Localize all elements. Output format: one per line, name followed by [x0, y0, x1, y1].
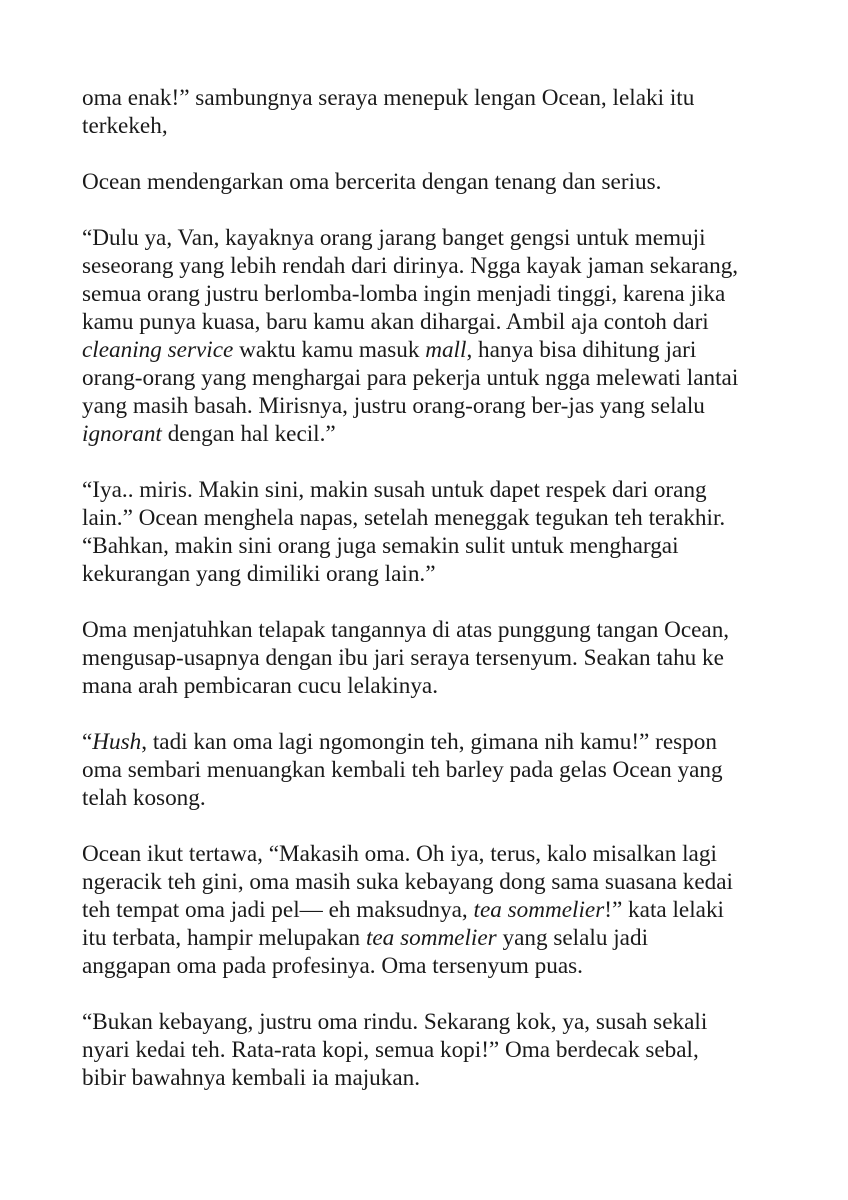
text-run: waktu kamu masuk: [233, 337, 426, 363]
italic-text: Hush: [92, 729, 142, 755]
text-line: [82, 756, 782, 784]
text-run: yang selalu jadi: [496, 925, 649, 951]
text-run: orang-orang yang menghargai para pekerja untuk ngga melewati lantai: [82, 365, 739, 391]
text-run: oma enak!” sambungnya seraya menepuk lengan Ocean, lelaki itu: [82, 85, 695, 111]
document-page: [82, 84, 782, 1092]
text-run: kamu punya kuasa, baru kamu akan dihargai. Ambil aja contoh dari: [82, 309, 709, 335]
text-run: , hanya bisa dihitung jari: [466, 337, 697, 363]
text-run: dengan hal kecil.”: [161, 421, 336, 447]
text-line: [82, 308, 782, 336]
text-line: [82, 476, 782, 504]
italic-text: mall: [425, 337, 467, 363]
text-line: [82, 280, 782, 308]
text-run: “Iya.. miris. Makin sini, makin susah untuk dapet respek dari orang: [82, 477, 707, 503]
italic-text: ignorant: [82, 421, 162, 447]
text-line: [82, 392, 782, 420]
text-run: lain.” Ocean menghela napas, setelah meneggak tegukan teh terakhir.: [82, 505, 726, 531]
paragraph: [82, 224, 782, 448]
text-run: mana arah pembicaran cucu lelakinya.: [82, 673, 438, 699]
text-line: [82, 924, 782, 952]
text-run: kekurangan yang dimiliki orang lain.”: [82, 561, 436, 587]
text-line: [82, 112, 782, 140]
text-line: [82, 952, 782, 980]
italic-text: cleaning service: [82, 337, 234, 363]
text-run: “: [82, 729, 93, 755]
text-line: [82, 784, 782, 812]
paragraph: [82, 1008, 782, 1092]
text-run: bibir bawahnya kembali ia majukan.: [82, 1065, 421, 1091]
text-line: [82, 84, 782, 112]
text-run: Ocean ikut tertawa, “Makasih oma. Oh iya, terus, kalo misalkan lagi: [82, 841, 717, 867]
paragraph: [82, 616, 782, 700]
text-run: ngeracik teh gini, oma masih suka kebayang dong sama suasana kedai: [82, 869, 733, 895]
text-run: seseorang yang lebih rendah dari dirinya. Ngga kayak jaman sekarang,: [82, 253, 739, 279]
text-line: [82, 672, 782, 700]
paragraph: [82, 168, 782, 196]
text-run: semua orang justru berlomba-lomba ingin menjadi tinggi, karena jika: [82, 281, 726, 307]
text-line: [82, 840, 782, 868]
text-line: [82, 1064, 782, 1092]
text-run: Ocean mendengarkan oma bercerita dengan tenang dan serius.: [82, 169, 662, 195]
text-line: [82, 252, 782, 280]
text-line: [82, 896, 782, 924]
paragraph: [82, 840, 782, 980]
text-run: terkekeh,: [82, 113, 168, 139]
text-run: “Bukan kebayang, justru oma rindu. Sekarang kok, ya, susah sekali: [82, 1009, 708, 1035]
text-line: [82, 336, 782, 364]
text-line: [82, 420, 782, 448]
text-run: anggapan oma pada profesinya. Oma tersenyum puas.: [82, 953, 583, 979]
text-line: [82, 728, 782, 756]
text-run: Oma menjatuhkan telapak tangannya di atas punggung tangan Ocean,: [82, 617, 730, 643]
paragraph: [82, 84, 782, 140]
text-line: [82, 644, 782, 672]
text-run: nyari kedai teh. Rata-rata kopi, semua kopi!” Oma berdecak sebal,: [82, 1037, 699, 1063]
text-line: [82, 1036, 782, 1064]
paragraph: [82, 728, 782, 812]
text-line: [82, 364, 782, 392]
text-line: [82, 868, 782, 896]
text-run: yang masih basah. Mirisnya, justru orang-orang ber-jas yang selalu: [82, 393, 705, 419]
paragraph: [82, 476, 782, 588]
italic-text: tea sommelier: [473, 897, 605, 923]
text-run: telah kosong.: [82, 785, 206, 811]
text-line: [82, 560, 782, 588]
text-run: mengusap-usapnya dengan ibu jari seraya tersenyum. Seakan tahu ke: [82, 645, 724, 671]
text-line: [82, 532, 782, 560]
text-line: [82, 224, 782, 252]
text-run: “Bahkan, makin sini orang juga semakin sulit untuk menghargai: [82, 533, 679, 559]
text-line: [82, 504, 782, 532]
text-run: itu terbata, hampir melupakan: [82, 925, 366, 951]
text-run: teh tempat oma jadi pel— eh maksudnya,: [82, 897, 474, 923]
italic-text: tea sommelier: [365, 925, 497, 951]
text-run: “Dulu ya, Van, kayaknya orang jarang banget gengsi untuk memuji: [82, 225, 706, 251]
text-line: [82, 616, 782, 644]
text-line: [82, 168, 782, 196]
text-line: [82, 1008, 782, 1036]
text-run: oma sembari menuangkan kembali teh barley pada gelas Ocean yang: [82, 757, 723, 783]
text-run: , tadi kan oma lagi ngomongin teh, gimana nih kamu!” respon: [141, 729, 717, 755]
text-run: !” kata lelaki: [604, 897, 724, 923]
